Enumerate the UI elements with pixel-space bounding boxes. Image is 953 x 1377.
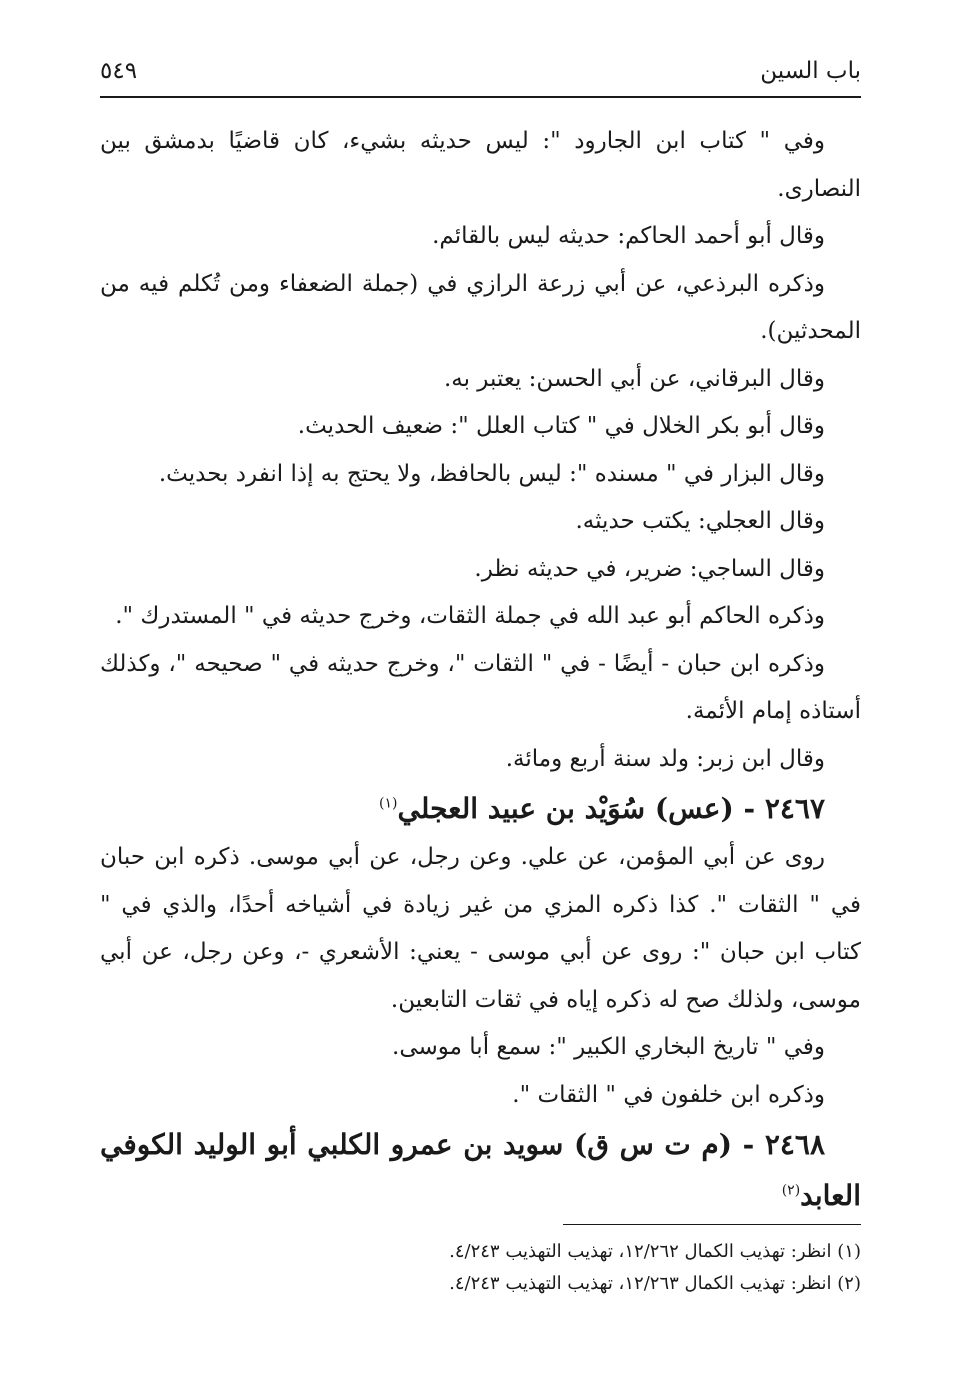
paragraph: وذكره الحاكم أبو عبد الله في جملة الثقات، وخرج حديثه في " المستدرك ".: [115, 603, 825, 629]
paragraph: وذكره ابن خلفون في " الثقات ".: [512, 1081, 825, 1108]
paragraph: وذكره ابن حبان - أيضًا - في " الثقات "، وخرج حديثه في " صحيحه "، وكذلك أستاذه إمام الأئمة.: [100, 650, 861, 724]
entry-heading: [100, 1119, 861, 1221]
footnote: (٢) انظر: تهذيب الكمال ١٢/٢٦٣، تهذيب التهذيب ٤/٢٤٣.: [449, 1273, 861, 1294]
paragraph: وقال أبو أحمد الحاكم: حديثه ليس بالقائم.: [432, 223, 825, 249]
running-header: [100, 52, 861, 98]
paragraph: وقال العجلي: يكتب حديثه.: [575, 508, 825, 534]
paragraph: وقال ابن زبر: ولد سنة أربع ومائة.: [505, 745, 825, 772]
paragraph: وقال أبو بكر الخلال في " كتاب العلل ": ضعيف الحديث.: [297, 413, 825, 439]
entry-number: ٢٤٦٧: [764, 792, 825, 825]
paragraph: وقال البرقاني، عن أبي الحسن: يعتبر به.: [443, 365, 825, 392]
section-title: باب السين: [760, 58, 861, 84]
footnote: (١) انظر: تهذيب الكمال ١٢/٢٦٢، تهذيب التهذيب ٤/٢٤٣.: [449, 1241, 861, 1262]
footnote-ref[interactable]: (١): [379, 795, 398, 812]
entry-title: - (عس) سُوَيْد بن عبيد العجلي: [397, 792, 756, 825]
paragraph: وقال البزار في " مسنده ": ليس بالحافظ، ولا يحتج به إذا انفرد بحديث.: [158, 460, 825, 487]
footnote-divider: [563, 1224, 861, 1225]
entry-title: - (م ت س ق) سويد بن عمرو الكلبي أبو الوليد الكوفي العابد: [100, 1128, 861, 1212]
footnote-ref[interactable]: (٢): [781, 1182, 801, 1199]
paragraph: وقال الساجي: ضرير، في حديثه نظر.: [474, 555, 825, 582]
entry-number: ٢٤٦٨: [764, 1128, 825, 1161]
footnotes: [100, 1236, 861, 1300]
paragraph: روى عن أبي المؤمن، عن علي. وعن رجل، عن أبي موسى. ذكره ابن حبان في " الثقات ". كذا ذكره المزي من غير زيادة في أشياخه أحدًا، والذي في " كتاب ابن حبان ": روى عن أبي موسى - يعني: الأشعري -، وعن رجل، عن أبي موسى، ولذلك صح له ذكره إياه في ثقات التابعين.: [100, 844, 861, 1013]
entry-heading: [100, 783, 861, 834]
paragraph: وفي " تاريخ البخاري الكبير ": سمع أبا موسى.: [392, 1034, 825, 1060]
page-number: ٥٤٩: [100, 58, 138, 84]
paragraph: وذكره البرذعي، عن أبي زرعة الرازي في (جملة الضعفاء ومن تُكلم فيه من المحدثين).: [100, 270, 861, 344]
main-text: [100, 118, 861, 1221]
paragraph: وفي " كتاب ابن الجارود ": ليس حديثه بشيء، كان قاضيًا بدمشق بين النصارى.: [100, 128, 861, 202]
